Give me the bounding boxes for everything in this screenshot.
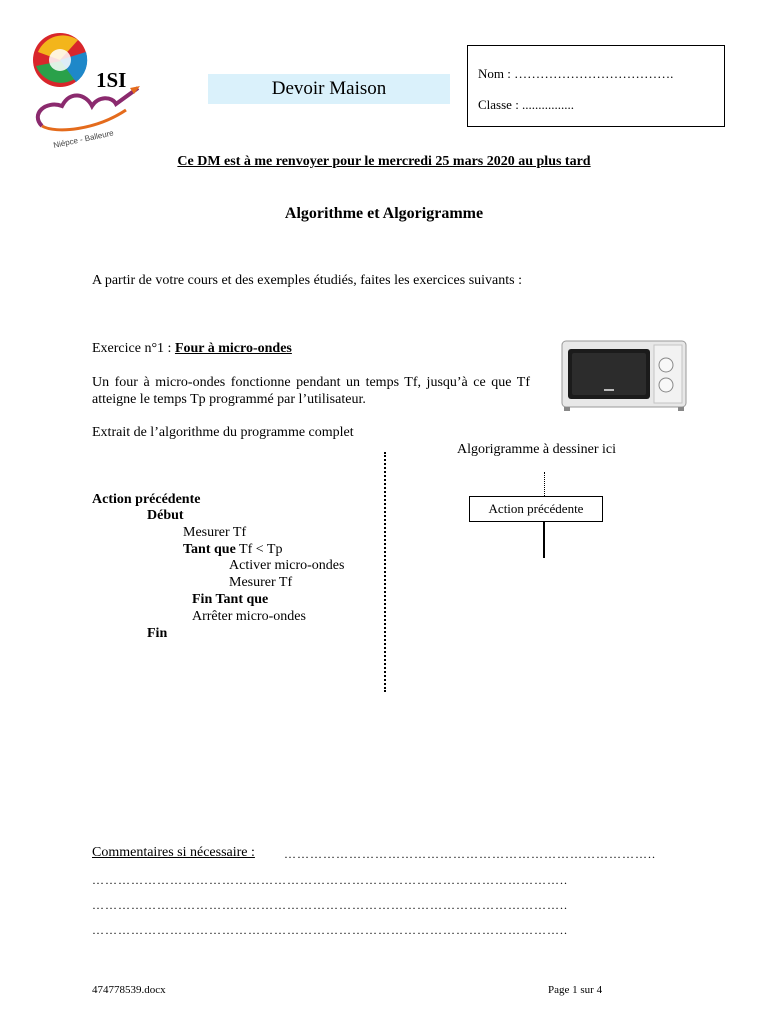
comment-line-4[interactable]: ……………………………………………………………………………………………….. [92, 923, 568, 937]
logo-text: Niépce - Balleure [52, 128, 115, 150]
exercise-heading [92, 341, 292, 357]
algorithm-extract-label: Extrait de l’algorithme du programme complet [92, 425, 354, 440]
class-field[interactable]: Classe : ................ [478, 97, 575, 112]
algo-arreter-line: Arrêter micro-ondes [192, 609, 306, 624]
flowchart-connector-out [543, 522, 545, 558]
algo-mesurer2-line: Mesurer Tf [229, 575, 293, 590]
footer-page-number: Page 1 sur 4 [548, 984, 603, 996]
comment-line-1[interactable]: ………………………………………………………………………….. [284, 847, 656, 861]
comment-line-2[interactable]: ……………………………………………………………………………………………….. [92, 873, 568, 887]
document-title: Algorithme et Algorigramme [284, 205, 484, 222]
algo-action-line: Action précédente [92, 492, 201, 507]
flowchart-action-box: Action précédente [469, 496, 603, 522]
algo-activer-line: Activer micro-ondes [229, 558, 345, 573]
class-label: 1SI [96, 68, 127, 92]
footer-filename: 474778539.docx [92, 984, 166, 996]
student-info-box [467, 45, 725, 127]
exercise-description: Un four à micro-ondes fonctionne pendant un temps Tf, jusqu’à ce que Tf atteigne le temps Tp programmé par l’utilisateur. [92, 375, 530, 407]
algo-debut-line: Début [147, 508, 184, 523]
comments-label: Commentaires si nécessaire : [92, 845, 255, 860]
algo-fin-tant-que-line: Fin Tant que [192, 592, 269, 607]
comment-line-3[interactable]: ……………………………………………………………………………………………….. [92, 898, 568, 912]
algo-tant-que-keyword: Tant que [183, 542, 236, 557]
flowchart-title: Algorigramme à dessiner ici [457, 442, 617, 457]
intro-text: A partir de votre cours et des exemples étudiés, faites les exercices suivants : [92, 273, 522, 288]
deadline-notice: Ce DM est à me renvoyer pour le mercredi 25 mars 2020 au plus tard [177, 154, 591, 169]
name-field[interactable]: Nom : ………………………………. [478, 66, 674, 81]
exercise-prefix: Exercice n°1 : [92, 341, 175, 356]
exercise-name: Four à micro-ondes [174, 341, 292, 356]
document-type-title: Devoir Maison [208, 74, 450, 104]
column-divider [384, 452, 386, 692]
microwave-image [558, 335, 692, 413]
algo-mesurer-line: Mesurer Tf [183, 525, 247, 540]
algo-tant-que-line [183, 542, 282, 558]
algo-tant-que-condition: Tf < Tp [235, 542, 283, 557]
algo-fin-line: Fin [147, 626, 168, 641]
school-logo [26, 30, 146, 150]
flowchart-connector-in [544, 472, 545, 496]
